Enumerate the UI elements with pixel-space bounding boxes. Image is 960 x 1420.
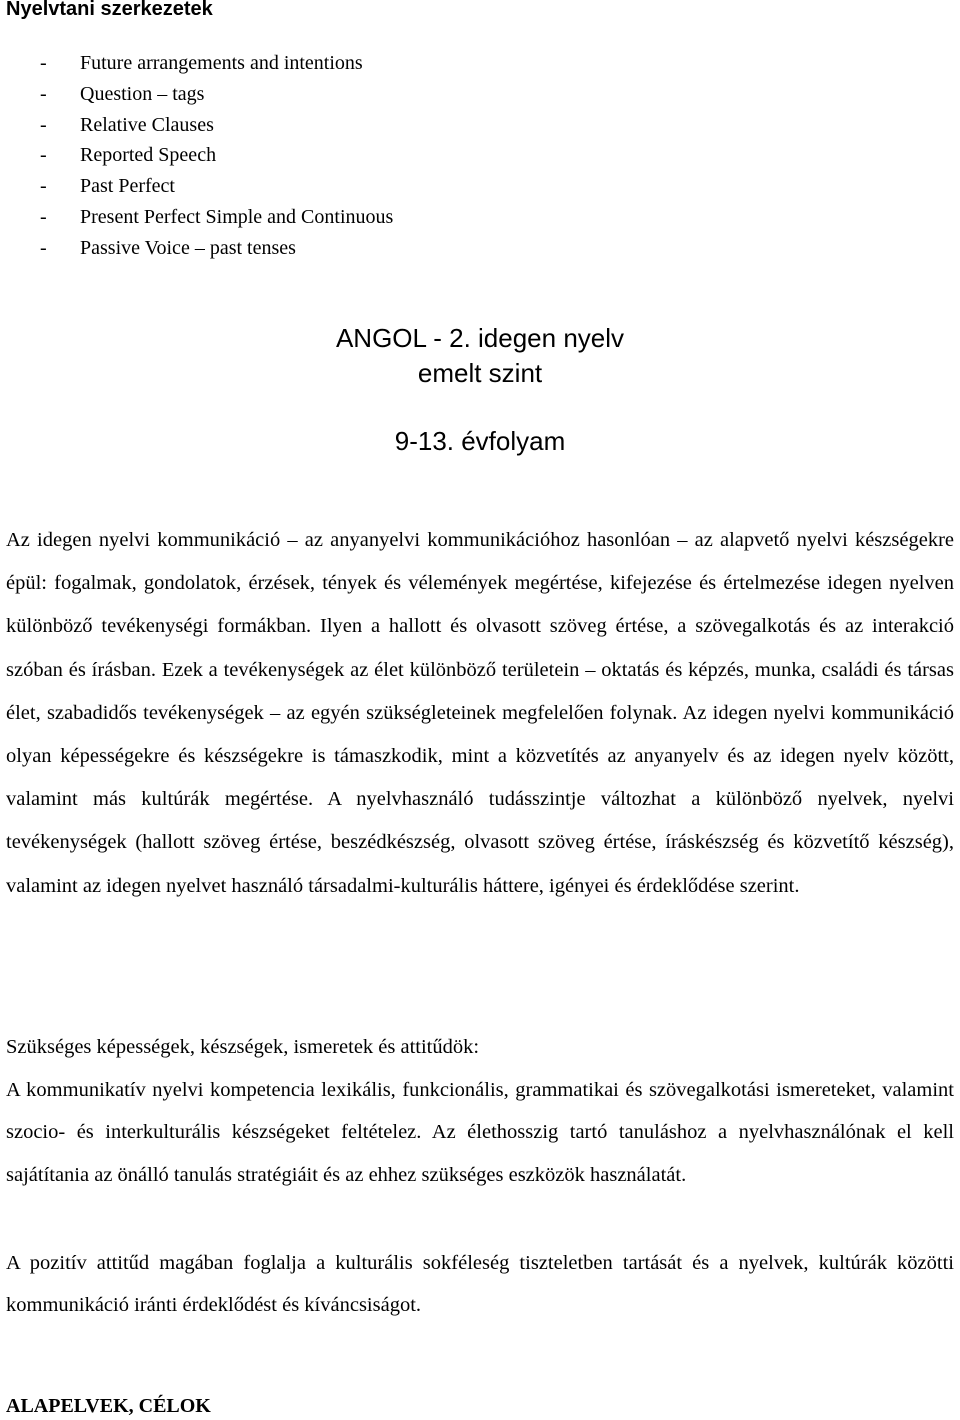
grade-range: 9-13. évfolyam bbox=[394, 426, 566, 456]
list-item-text: Present Perfect Simple and Continuous bbox=[80, 205, 394, 228]
list-dash: - bbox=[40, 144, 47, 167]
list-dash: - bbox=[40, 236, 47, 259]
attitude-paragraph: A pozitív attitűd magában foglalja a kulturális sokféleség tiszteletben tartását és a nyelvek, kultúrák közötti kommunikáció iránti érdeklődést és kíváncsiságot. bbox=[6, 1252, 954, 1316]
list-item-text: Question – tags bbox=[80, 82, 205, 105]
list-dash: - bbox=[40, 113, 47, 136]
document-title: ANGOL - 2. idegen nyelv bbox=[335, 323, 625, 353]
list-dash: - bbox=[40, 52, 47, 74]
principles-goals-heading: ALAPELVEK, CÉLOK bbox=[6, 1395, 211, 1417]
document-subtitle: emelt szint bbox=[417, 358, 543, 388]
list-item-text: Past Perfect bbox=[80, 175, 175, 198]
skills-paragraph: A kommunikatív nyelvi kompetencia lexikális, funkcionális, grammatikai és szövegalkotási ismereteket, valamint szocio- és interkulturális készségeket feltételez. Az élethosszig tartó tanuláshoz a nyelvhasználónak el kell sajátítania az önálló tanulás stratégiáit és az ehhez szükséges eszközök használatát. bbox=[6, 1079, 954, 1186]
list-item-text: Relative Clauses bbox=[80, 113, 214, 136]
list-dash: - bbox=[40, 205, 47, 228]
list-item-text: Passive Voice – past tenses bbox=[80, 236, 296, 259]
list-dash: - bbox=[40, 175, 47, 198]
intro-paragraph: Az idegen nyelvi kommunikáció – az anyanyelvi kommunikációhoz hasonlóan – az alapvető nyelvi készségekre épül: fogalmak, gondolatok, érzések, tények és vélemények megértése, kifejezése és értelmezése idegen nyelven különböző tevékenységi formákban. Ilyen a hallott és olvasott szöveg értése, a szövegalkotás és az interakció szóban és írásban. Ezek a tevékenységek az élet különböző területein – oktatás és képzés, munka, családi és társas élet, szabadidős tevékenységek – az egyén szükségleteinek megfelelően folynak. Az idegen nyelvi kommunikáció olyan képességekre és készségekre is támaszkodik, mint a közvetítés az anyanyelv és az idegen nyelv között, valamint más kultúrák megértése. A nyelvhasználó tudásszintje változhat a különböző nyelvek, nyelvi tevékenységek (hallott szöveg értése, beszédkészség, olvasott szöveg értése, íráskészség és közvetítő készség), valamint az idegen nyelvet használó társadalmi-kulturális háttere, igényei és érdeklődése szerint. bbox=[6, 529, 954, 897]
list-dash: - bbox=[40, 82, 47, 105]
skills-subheading: Szükséges képességek, készségek, ismeretek és attitűdök: bbox=[6, 1036, 480, 1058]
list-item-text: Reported Speech bbox=[80, 144, 217, 167]
list-item-text: Future arrangements and intentions bbox=[80, 52, 363, 74]
grammar-structures-heading: Nyelvtani szerkezetek bbox=[6, 0, 213, 20]
